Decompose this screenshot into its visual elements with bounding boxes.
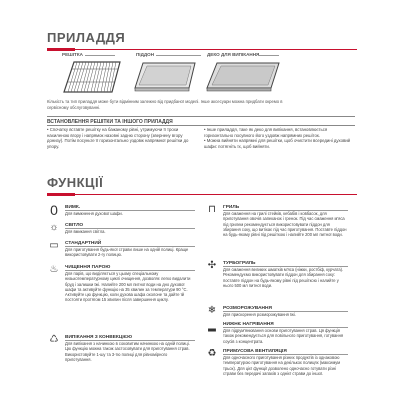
convection-fan-icon: ♺ [49,334,59,345]
grill-icon: ⊓ [208,204,216,215]
accessories-title: ПРИЛАДДЯ [47,30,126,45]
function-desc: Для вмикання світла. [65,229,106,234]
conventional-heat-icon: ▭ [49,240,59,251]
steam-drop-icon: ♨ [49,264,59,275]
accessories-note: Кількість та тип приладдя може бути відмінним залежно від придбаної моделі. Інше аксесуари можна придбати окремо в сервісному обслуговуванні. [47,99,283,110]
function-desc: Для випікання з начинкою в соковитим начинкою на одній полиці. Цю функцію можна також застосовувати для приготування страв. Використовуйте 1-шу та 3-тю полиці для рівномірного приготування. [65,341,190,362]
function-title: НИЖНЄ НАГРІВАННЯ [223,322,274,327]
drip-tray-label: ПІДДОН [136,52,155,57]
function-desc: Для прискорення розморожування їжі. [223,312,296,317]
bottom-heat-icon: ▂ [208,321,216,332]
function-desc: Для смаження на грилі стейків, кебабів і ковбасок, для приготування овочів запеканок і гренок. Під час смаження м'яса під грилем рекомендується використовувати піддон для збирання соку, що витікає під час приготування. Поставте піддон на будь-якому рівні під решіткою і налийте 200 мл питної води. [223,211,347,238]
function-title: ВИПІКАННЯ З КОНВЕКЦІЄЮ [65,335,133,340]
function-title: ТУРБОГРИЛЬ [223,261,256,266]
installation-text-left: • Спочатку вставте решітку на бажаному рівні, утримуючи її трохи нахиленою вгору і напрямок назовні задню сторону (звернену вгору донизу). Потім посуньте її горизонтально уздовж напрямної решітки до упору. [47,127,189,149]
baking-tray-label-line [258,55,279,56]
function-desc: Для підрум'янювання основи приготування страв. Ця функція також рекомендується для повільного приготування, готування соусів з концентрата. [223,328,344,344]
off-icon: 0 [50,202,58,218]
function-desc: Для вимкнення духової шафи. [65,211,123,216]
rack-label: РЕШІТКА [62,52,83,57]
rack-label-line [85,55,115,56]
turbo-grill-icon: ✣ [207,260,217,271]
functions-accent-bar [47,193,75,196]
drip-tray-image [131,58,201,98]
accessories-accent-bar [47,48,75,51]
function-desc: Для смаження великих шматків м'яса (ніжки, ростбіф, курчата). Рекомендуємо використовувати піддон для збирання соку: поставте піддон на будь-якому рівні під решіткою і налийте у нього 500 мл питної води. [223,267,344,288]
function-title: РОЗМОРОЖУВАННЯ [223,306,272,311]
functions-rule [47,194,357,195]
function-title: ЧИЩЕННЯ ПАРОЮ [65,265,111,270]
accessories-rule [47,49,357,50]
rack-image [60,58,126,98]
snowflake-icon: ❄ [207,305,217,316]
drip-tray-label-line [156,55,201,56]
function-title: СТАНДАРТНИЙ [65,241,102,246]
function-title: ПРИМУСОВА ВЕНТИЛЯЦІЯ [223,349,287,354]
installation-title: ВСТАНОВЛЕННЯ РЕШІТКИ ТА ІНШОГО ПРИЛАДДЯ [47,119,173,125]
functions-title: ФУНКЦІЇ [47,175,104,190]
baking-tray-label: ДЕКО ДЛЯ ВИПІКАННЯ [207,52,260,57]
light-bulb-icon: ☼ [49,222,59,233]
function-title: СВІТЛО [65,223,84,228]
forced-air-fan-icon: ♻ [207,348,217,359]
installation-top-rule [47,116,355,117]
installation-title-rule [47,125,355,126]
function-desc: Для парів, що виділяється у цьому спеціальному низькотемпературному циклі очищення, дозволяє легко видалити бруд і залишки їжі. Налийте 200 мл питної води на дно духової шафи та активуйте функцію на 35 хвилин за температури 90 °C. Активуйте цю функцію, коли духова шафа охолоне та дайте їй постояти протягом 15 хвилин після завершення циклу. [65,271,191,303]
function-desc: Для приготування будь-якої страви лише на одній полиці. Краще використовувати 2-гу полицю. [65,247,189,258]
function-desc: Для одночасного приготування різних продуктів із однаковою температурою приготування на декількох полицях (максимум трьох). Для цієї функції дозволено одночасно готувати різні страви без передачі запахів з однієї страви до іншої. [223,355,341,376]
baking-tray-image [203,58,283,98]
installation-text-right: • Інше приладдя, таке як деко для випікання, встановлюється горизонтально посувного його уздовж напрямних решіток. • Можна вийняти напрямні для решітки, щоб очистити всередині духовий шафи: потягніть їх, щоб вийняти. [204,127,351,149]
function-title: ГРИЛЬ [223,205,240,210]
function-title: ВИМК. [65,205,81,210]
